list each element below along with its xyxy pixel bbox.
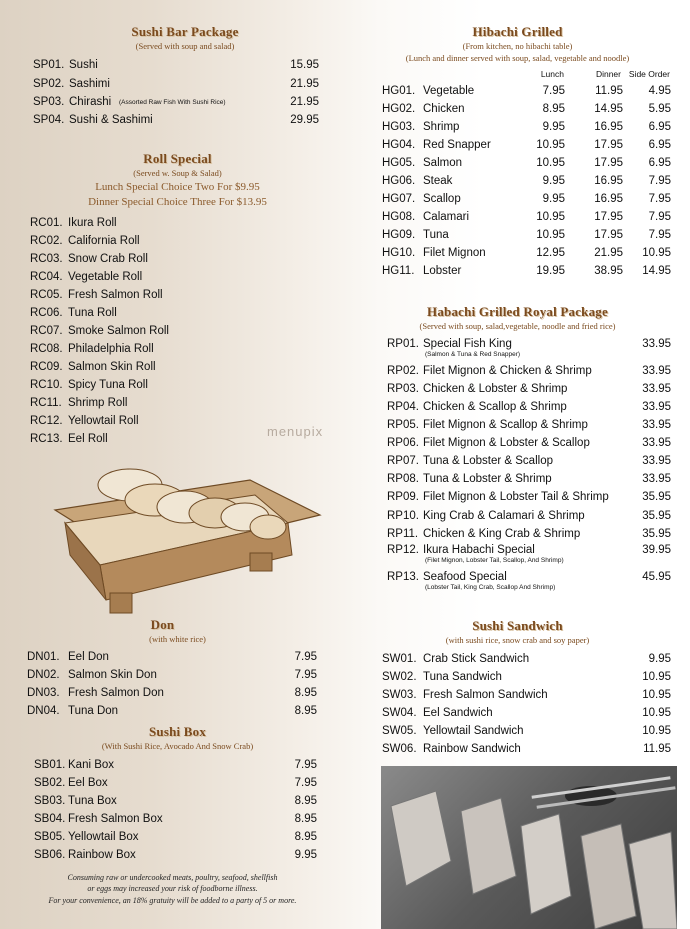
item-code: HG05. (382, 157, 416, 169)
lunch-price: 9.95 (542, 175, 565, 187)
item-name: Eel Roll (68, 433, 108, 445)
lunch-price: 9.95 (542, 121, 565, 133)
item-price: 33.95 (642, 338, 671, 350)
lunch-price: 12.95 (536, 247, 565, 259)
item-price: 33.95 (642, 419, 671, 431)
item-name: Salmon (423, 157, 462, 169)
footer-line: or eggs may increased your risk of foodborne illness. (87, 884, 258, 893)
dinner-price: 17.95 (594, 211, 623, 223)
menu-item (33, 94, 319, 111)
item-name: Yellowtail Box (68, 831, 139, 843)
item-code: DN04. (27, 705, 60, 717)
menu-item (33, 57, 319, 74)
item-note: (Filet Mignon, Lobster Tail, Scallop, And Shrimp) (425, 557, 564, 564)
roll-special-dinner: Dinner Special Choice Three For $13.95 (88, 196, 267, 208)
menu-item (382, 191, 671, 208)
footer-line: For your convenience, an 18% gratuity will be added to a party of 5 or more. (48, 896, 297, 905)
item-name: Eel Box (68, 777, 108, 789)
lunch-price: 10.95 (536, 139, 565, 151)
item-price: 35.95 (642, 491, 671, 503)
item-code: SB05. (34, 831, 66, 843)
item-code: RP10. (387, 510, 419, 522)
dinner-price: 16.95 (594, 175, 623, 187)
dinner-price: 38.95 (594, 265, 623, 277)
item-name: Calamari (423, 211, 470, 223)
item-name: Philadelphia Roll (68, 343, 154, 355)
item-note: (Salmon & Tuna & Red Snapper) (425, 351, 521, 358)
item-price: 33.95 (642, 437, 671, 449)
item-code: SW02. (382, 671, 417, 683)
item-code: SP04. (33, 114, 65, 126)
item-price: 8.95 (294, 813, 317, 825)
side-price: 7.95 (648, 229, 671, 241)
item-price: 10.95 (642, 707, 671, 719)
item-name: Yellowtail Sandwich (423, 725, 524, 737)
sandwich-title: Sushi Sandwich (472, 618, 563, 633)
item-code: RP09. (387, 491, 419, 503)
item-code: HG07. (382, 193, 416, 205)
item-name: Tuna Box (68, 795, 117, 807)
item-code: DN01. (27, 651, 60, 663)
item-code: RP03. (387, 383, 419, 395)
item-code: DN03. (27, 687, 60, 699)
item-code: SB01. (34, 759, 66, 771)
don-title: Don (150, 617, 175, 632)
sushi-bar-title: Sushi Bar Package (131, 24, 239, 39)
menu-item (382, 83, 671, 100)
menu-item (387, 526, 671, 543)
item-name: Seafood Special (423, 571, 507, 583)
item-code: RP06. (387, 437, 419, 449)
item-name: Chirashi (69, 96, 112, 108)
item-code: HG11. (382, 265, 415, 277)
item-name: Sushi & Sashimi (69, 114, 153, 126)
menu-item (34, 775, 317, 792)
menu-item (382, 137, 671, 154)
col-lunch-header: Lunch (540, 69, 564, 79)
roll-special-subtitle: (Served w. Soup & Salad) (133, 168, 222, 178)
menu-item (34, 811, 317, 828)
menu-item (382, 651, 671, 668)
item-name: Rainbow Sandwich (423, 743, 521, 755)
item-name: Lobster (423, 265, 462, 277)
item-code: HG06. (382, 175, 416, 187)
menu-item (387, 417, 671, 434)
lunch-price: 10.95 (536, 157, 565, 169)
item-price: 8.95 (294, 705, 317, 717)
item-code: RC11. (30, 397, 62, 409)
item-name: Special Fish King (423, 338, 512, 350)
menu-item (387, 381, 671, 398)
dinner-price: 17.95 (594, 139, 623, 151)
item-code: SW05. (382, 725, 417, 737)
item-price: 10.95 (642, 689, 671, 701)
side-price: 14.95 (642, 265, 671, 277)
item-name: Filet Mignon & Lobster Tail & Shrimp (423, 491, 609, 503)
menu-item (382, 263, 671, 280)
menu-item (387, 471, 671, 488)
item-code: RP04. (387, 401, 419, 413)
item-price: 10.95 (642, 725, 671, 737)
item-name: California Roll (68, 235, 140, 247)
dinner-price: 16.95 (594, 121, 623, 133)
item-code: SB04. (34, 813, 66, 825)
lunch-price: 7.95 (542, 85, 565, 97)
item-name: Eel Sandwich (423, 707, 493, 719)
sushi-sandwich-photo-art (381, 766, 677, 929)
item-price: 8.95 (294, 795, 317, 807)
side-price: 6.95 (648, 139, 671, 151)
item-price: 45.95 (642, 571, 671, 583)
menu-item (387, 489, 671, 506)
item-name: Fresh Salmon Sandwich (423, 689, 548, 701)
item-name: Spicy Tuna Roll (68, 379, 148, 391)
menu-item (34, 757, 317, 774)
item-price: 9.95 (648, 653, 671, 665)
item-price: 33.95 (642, 383, 671, 395)
menu-item (387, 435, 671, 452)
item-name: Kani Box (68, 759, 115, 771)
menu-item (34, 793, 317, 810)
sushi-box-subtitle: (With Sushi Rice, Avocado And Snow Crab) (101, 741, 254, 751)
menu-item (382, 741, 671, 758)
item-name: Filet Mignon & Chicken & Shrimp (423, 365, 592, 377)
item-code: RP08. (387, 473, 419, 485)
menu-item (382, 209, 671, 226)
sushi-sandwich-photo (381, 766, 677, 929)
item-name: King Crab & Calamari & Shrimp (423, 510, 585, 522)
item-code: SW06. (382, 743, 417, 755)
item-code: RC03. (30, 253, 63, 265)
dinner-price: 16.95 (594, 193, 623, 205)
menu-item (33, 112, 319, 129)
item-code: RP02. (387, 365, 419, 377)
item-price: 7.95 (294, 777, 317, 789)
item-price: 21.95 (290, 96, 319, 108)
item-price: 9.95 (294, 849, 317, 861)
item-name: Chicken & King Crab & Shrimp (423, 528, 581, 540)
item-name: Filet Mignon (423, 247, 486, 259)
lunch-price: 10.95 (536, 229, 565, 241)
item-note: (Lobster Tail, King Crab, Scallop And Shrimp) (425, 584, 556, 591)
item-name: Chicken (423, 103, 465, 115)
item-name: Filet Mignon & Scallop & Shrimp (423, 419, 588, 431)
item-name: Scallop (423, 193, 461, 205)
item-price: 7.95 (294, 669, 317, 681)
side-price: 7.95 (648, 175, 671, 187)
item-code: SP01. (33, 59, 65, 71)
item-name: Fresh Salmon Roll (68, 289, 163, 301)
menu-item (382, 227, 671, 244)
item-name: Vegetable Roll (68, 271, 143, 283)
menu-item (27, 649, 317, 666)
item-price: 21.95 (290, 78, 319, 90)
item-code: RP07. (387, 455, 419, 467)
roll-special-lunch: Lunch Special Choice Two For $9.95 (95, 181, 260, 193)
menu-item (27, 685, 317, 702)
menu-item (382, 687, 671, 704)
item-code: RC02. (30, 235, 63, 247)
dinner-price: 11.95 (595, 85, 623, 97)
hibachi-subtitle: (From kitchen, no hibachi table) (462, 41, 573, 51)
watermark: menupix (267, 424, 324, 439)
item-code: SP03. (33, 96, 65, 108)
item-name: Salmon Skin Roll (68, 361, 156, 373)
side-price: 5.95 (648, 103, 671, 115)
menu-item (382, 173, 671, 190)
side-price: 10.95 (642, 247, 671, 259)
item-name: Chicken & Lobster & Shrimp (423, 383, 568, 395)
menu-item (27, 703, 317, 720)
item-code: RC06. (30, 307, 63, 319)
item-name: Tuna Don (68, 705, 119, 717)
item-code: RC13. (30, 433, 63, 445)
menu-item (382, 669, 671, 686)
item-name: Tuna Sandwich (423, 671, 502, 683)
menu-item (387, 453, 671, 470)
item-note: (Assorted Raw Fish With Sushi Rice) (119, 99, 226, 106)
menu-item (33, 76, 319, 93)
item-price: 33.95 (642, 455, 671, 467)
item-price: 29.95 (290, 114, 319, 126)
item-price: 39.95 (642, 544, 671, 556)
item-code: SB03. (34, 795, 66, 807)
col-dinner-header: Dinner (595, 69, 621, 79)
item-code: SB06. (34, 849, 66, 861)
roll-special-title: Roll Special (143, 151, 212, 166)
item-code: HG01. (382, 85, 416, 97)
item-code: HG03. (382, 121, 416, 133)
dinner-price: 21.95 (594, 247, 623, 259)
item-price: 33.95 (642, 473, 671, 485)
dinner-price: 14.95 (594, 103, 623, 115)
menu-item (387, 399, 671, 416)
sushi-box-title: Sushi Box (148, 724, 207, 739)
item-price: 33.95 (642, 401, 671, 413)
item-name: Chicken & Scallop & Shrimp (423, 401, 567, 413)
menu-item (34, 829, 317, 846)
item-code: SP02. (33, 78, 65, 90)
item-price: 11.95 (643, 743, 671, 755)
item-code: HG08. (382, 211, 416, 223)
royal-title: Habachi Grilled Royal Package (427, 304, 608, 319)
item-name: Ikura Habachi Special (423, 544, 535, 556)
item-name: Sashimi (69, 78, 110, 90)
item-code: HG10. (382, 247, 416, 259)
item-code: HG04. (382, 139, 416, 151)
item-code: SW03. (382, 689, 417, 701)
sushi-board-illustration (40, 455, 325, 620)
item-price: 35.95 (642, 510, 671, 522)
menu-item (34, 847, 317, 864)
don-subtitle: (with white rice) (149, 634, 206, 644)
item-price: 15.95 (290, 59, 319, 71)
item-code: SB02. (34, 777, 66, 789)
item-name: Shrimp (423, 121, 460, 133)
item-name: Yellowtail Roll (68, 415, 139, 427)
dinner-price: 17.95 (594, 157, 623, 169)
item-code: RC09. (30, 361, 63, 373)
item-name: Eel Don (68, 651, 109, 663)
lunch-price: 10.95 (536, 211, 565, 223)
item-code: SW01. (382, 653, 417, 665)
item-code: RP12. (387, 544, 419, 556)
menu-item (382, 705, 671, 722)
item-code: RC10. (30, 379, 63, 391)
item-price: 7.95 (294, 759, 317, 771)
sushi-bar-subtitle: (Served with soup and salad) (135, 41, 235, 51)
item-code: RC04. (30, 271, 63, 283)
item-code: DN02. (27, 669, 60, 681)
item-code: RC12. (30, 415, 63, 427)
item-name: Rainbow Box (68, 849, 136, 861)
item-code: RP01. (387, 338, 419, 350)
item-code: RP11. (387, 528, 419, 540)
item-name: Tuna Roll (68, 307, 117, 319)
menu-item (382, 101, 671, 118)
hibachi-subtitle-2: (Lunch and dinner served with soup, salad, vegetable and noodle) (405, 53, 630, 63)
col-side-header: Side Order (628, 69, 670, 79)
item-code: RP13. (387, 571, 419, 583)
item-name: Shrimp Roll (68, 397, 128, 409)
side-price: 4.95 (648, 85, 671, 97)
side-price: 7.95 (648, 211, 671, 223)
item-name: Tuna & Lobster & Scallop (423, 455, 553, 467)
menu-item (382, 723, 671, 740)
menu-item (382, 155, 671, 172)
item-price: 33.95 (642, 365, 671, 377)
item-price: 35.95 (642, 528, 671, 540)
item-name: Crab Stick Sandwich (423, 653, 530, 665)
lunch-price: 19.95 (536, 265, 565, 277)
item-name: Vegetable (423, 85, 475, 97)
menu-item (382, 245, 671, 262)
item-name: Red Snapper (423, 139, 491, 151)
item-name: Steak (423, 175, 453, 187)
item-name: Ikura Roll (68, 217, 117, 229)
side-price: 6.95 (648, 121, 671, 133)
dinner-price: 17.95 (594, 229, 623, 241)
item-name: Salmon Skin Don (68, 669, 157, 681)
hibachi-title: Hibachi Grilled (472, 24, 563, 39)
menu-item (387, 508, 671, 525)
item-code: HG09. (382, 229, 416, 241)
side-price: 7.95 (648, 193, 671, 205)
item-code: HG02. (382, 103, 416, 115)
item-name: Smoke Salmon Roll (68, 325, 169, 337)
item-name: Snow Crab Roll (68, 253, 148, 265)
sandwich-subtitle: (with sushi rice, snow crab and soy paper) (445, 635, 590, 645)
menu-item (27, 667, 317, 684)
side-price: 6.95 (648, 157, 671, 169)
item-name: Fresh Salmon Box (68, 813, 163, 825)
item-code: RC05. (30, 289, 63, 301)
item-name: Tuna & Lobster & Shrimp (423, 473, 552, 485)
item-code: RC07. (30, 325, 63, 337)
item-name: Filet Mignon & Lobster & Scallop (423, 437, 590, 449)
item-code: SW04. (382, 707, 417, 719)
menu-item (382, 119, 671, 136)
royal-subtitle: (Served with soup, salad,vegetable, noodle and fried rice) (419, 321, 616, 331)
item-name: Sushi (69, 59, 98, 71)
item-price: 7.95 (294, 651, 317, 663)
item-name: Fresh Salmon Don (68, 687, 164, 699)
item-price: 8.95 (294, 831, 317, 843)
item-code: RC01. (30, 217, 63, 229)
lunch-price: 9.95 (542, 193, 565, 205)
item-price: 10.95 (642, 671, 671, 683)
item-name: Tuna (423, 229, 449, 241)
item-code: RP05. (387, 419, 419, 431)
item-price: 8.95 (294, 687, 317, 699)
lunch-price: 8.95 (542, 103, 565, 115)
menu-item (387, 363, 671, 380)
item-code: RC08. (30, 343, 63, 355)
footer-line: Consuming raw or undercooked meats, poultry, seafood, shellfish (67, 873, 278, 882)
